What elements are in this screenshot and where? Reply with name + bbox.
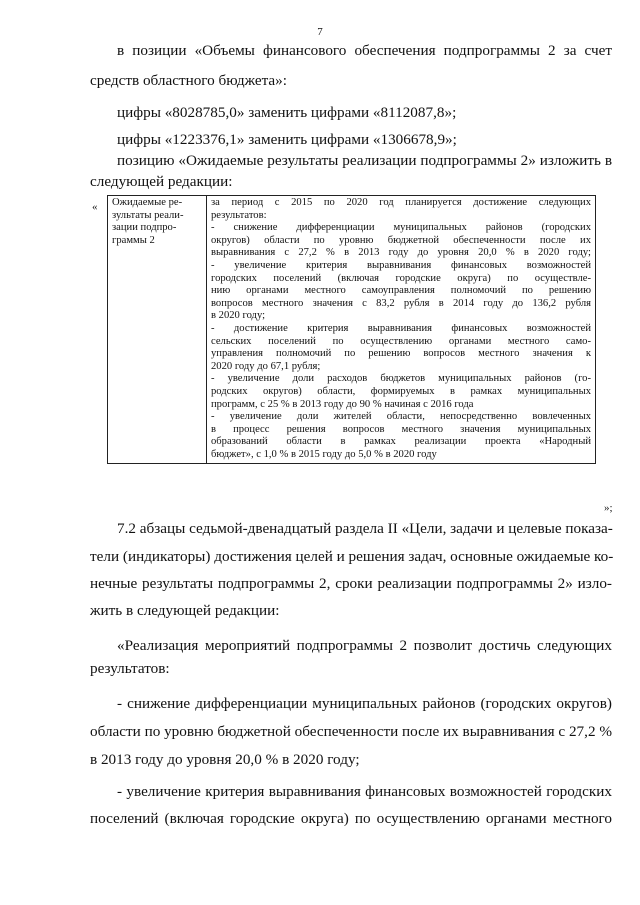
- content-line: нию органами местного самоуправления полномочий по решению: [211, 285, 591, 297]
- content-line: управления полномочий по решению вопросов местного значения к: [211, 348, 591, 360]
- intro-line-2: средств областного бюджета»:: [90, 72, 287, 89]
- content-line: за период с 2015 по 2020 год планируется достижение следующих: [211, 197, 591, 208]
- closing-quote: »;: [604, 502, 613, 514]
- content-line: 2020 году до 67,1 рубля;: [211, 360, 321, 372]
- label-line: зультаты реали-: [112, 209, 184, 221]
- results-p1-line-2: результатов:: [90, 660, 170, 677]
- table-content-cell: [207, 196, 596, 464]
- section-72-line-3: нечные результаты подпрограммы 2, сроки реализации подпрограммы 2» изло-: [90, 575, 612, 592]
- content-line: - увеличение критерия выравнивания финансовых возможностей: [211, 259, 591, 271]
- content-line: округов) области по уровню бюджетной обеспеченности после их: [211, 234, 591, 246]
- content-line: вопросов местного значения с 83,2 рубля в 2014 году до 136,2 рубля: [211, 297, 591, 309]
- expected-results-table: [107, 195, 596, 464]
- content-line: в процесс решения вопросов местного значения муниципальных: [211, 423, 591, 435]
- content-line: сельских поселений по осуществлению органами местного само-: [211, 335, 591, 347]
- intro-line-1: в позиции «Объемы финансового обеспечения подпрограммы 2 за счет: [117, 42, 612, 59]
- content-line: - увеличение доли жителей области, непосредственно вовлеченных: [211, 411, 591, 423]
- results-p3-line-1: - увеличение критерия выравнивания финансовых возможностей городских: [117, 783, 612, 800]
- content-line: выравнивания с 27,2 % в 2013 году до уровня 20,0 % в 2020 году;: [211, 247, 591, 259]
- content-line: образований области в рамках реализации проекта «Народный: [211, 436, 591, 448]
- position-line-1: позицию «Ожидаемые результаты реализации подпрограммы 2» изложить в: [117, 152, 612, 169]
- content-line: городских поселений (включая городские округа) по осуществле-: [211, 272, 591, 284]
- replacement-line-2: цифры «1223376,1» заменить цифрами «1306678,9»;: [117, 131, 457, 148]
- results-p2-line-3: в 2013 году до уровня 20,0 % в 2020 году;: [90, 751, 360, 768]
- results-p1-line-1: «Реализация мероприятий подпрограммы 2 позволит достичь следующих: [117, 637, 612, 654]
- position-line-2: следующей редакции:: [90, 173, 233, 190]
- section-72-line-2: тели (индикаторы) достижения целей и решения задач, основные ожидаемые ко-: [90, 548, 614, 565]
- label-line: зации подпро-: [112, 222, 177, 234]
- content-line: бюджет», с 1,0 % в 2015 году до 5,0 % в 2020 году: [211, 448, 437, 460]
- opening-quote: «: [92, 201, 98, 213]
- page-number: 7: [317, 26, 323, 38]
- results-p2-line-1: - снижение дифференциации муниципальных районов (городских округов): [117, 695, 612, 712]
- content-line: - снижение дифференциации муниципальных районов (городских: [211, 222, 591, 234]
- replacement-line-1: цифры «8028785,0» заменить цифрами «8112087,8»;: [117, 104, 457, 121]
- content-line: программ, с 25 % в 2013 году до 90 % начиная с 2016 года: [211, 398, 474, 410]
- content-line: - достижение критерия выравнивания финансовых возможностей: [211, 322, 591, 334]
- table-row: [108, 196, 596, 464]
- table-label-cell: [108, 196, 207, 464]
- section-72-line-4: жить в следующей редакции:: [90, 602, 280, 619]
- content-line: родских округов) области, формируемых в рамках муниципальных: [211, 385, 591, 397]
- section-72-line-1: 7.2 абзацы седьмой-двенадцатый раздела II «Цели, задачи и целевые показа-: [117, 520, 613, 537]
- content-line: в 2020 году;: [211, 310, 266, 322]
- results-p3-line-2: поселений (включая городские округа) по осуществлению органами местного: [90, 810, 612, 827]
- label-line: граммы 2: [112, 234, 155, 246]
- label-line: Ожидаемые ре-: [112, 197, 183, 208]
- content-line: результатов:: [211, 209, 267, 221]
- results-p2-line-2: области по уровню бюджетной обеспеченности после их выравнивания с 27,2 %: [90, 723, 612, 740]
- content-line: - увеличение доли расходов бюджетов муниципальных районов (го-: [211, 373, 591, 385]
